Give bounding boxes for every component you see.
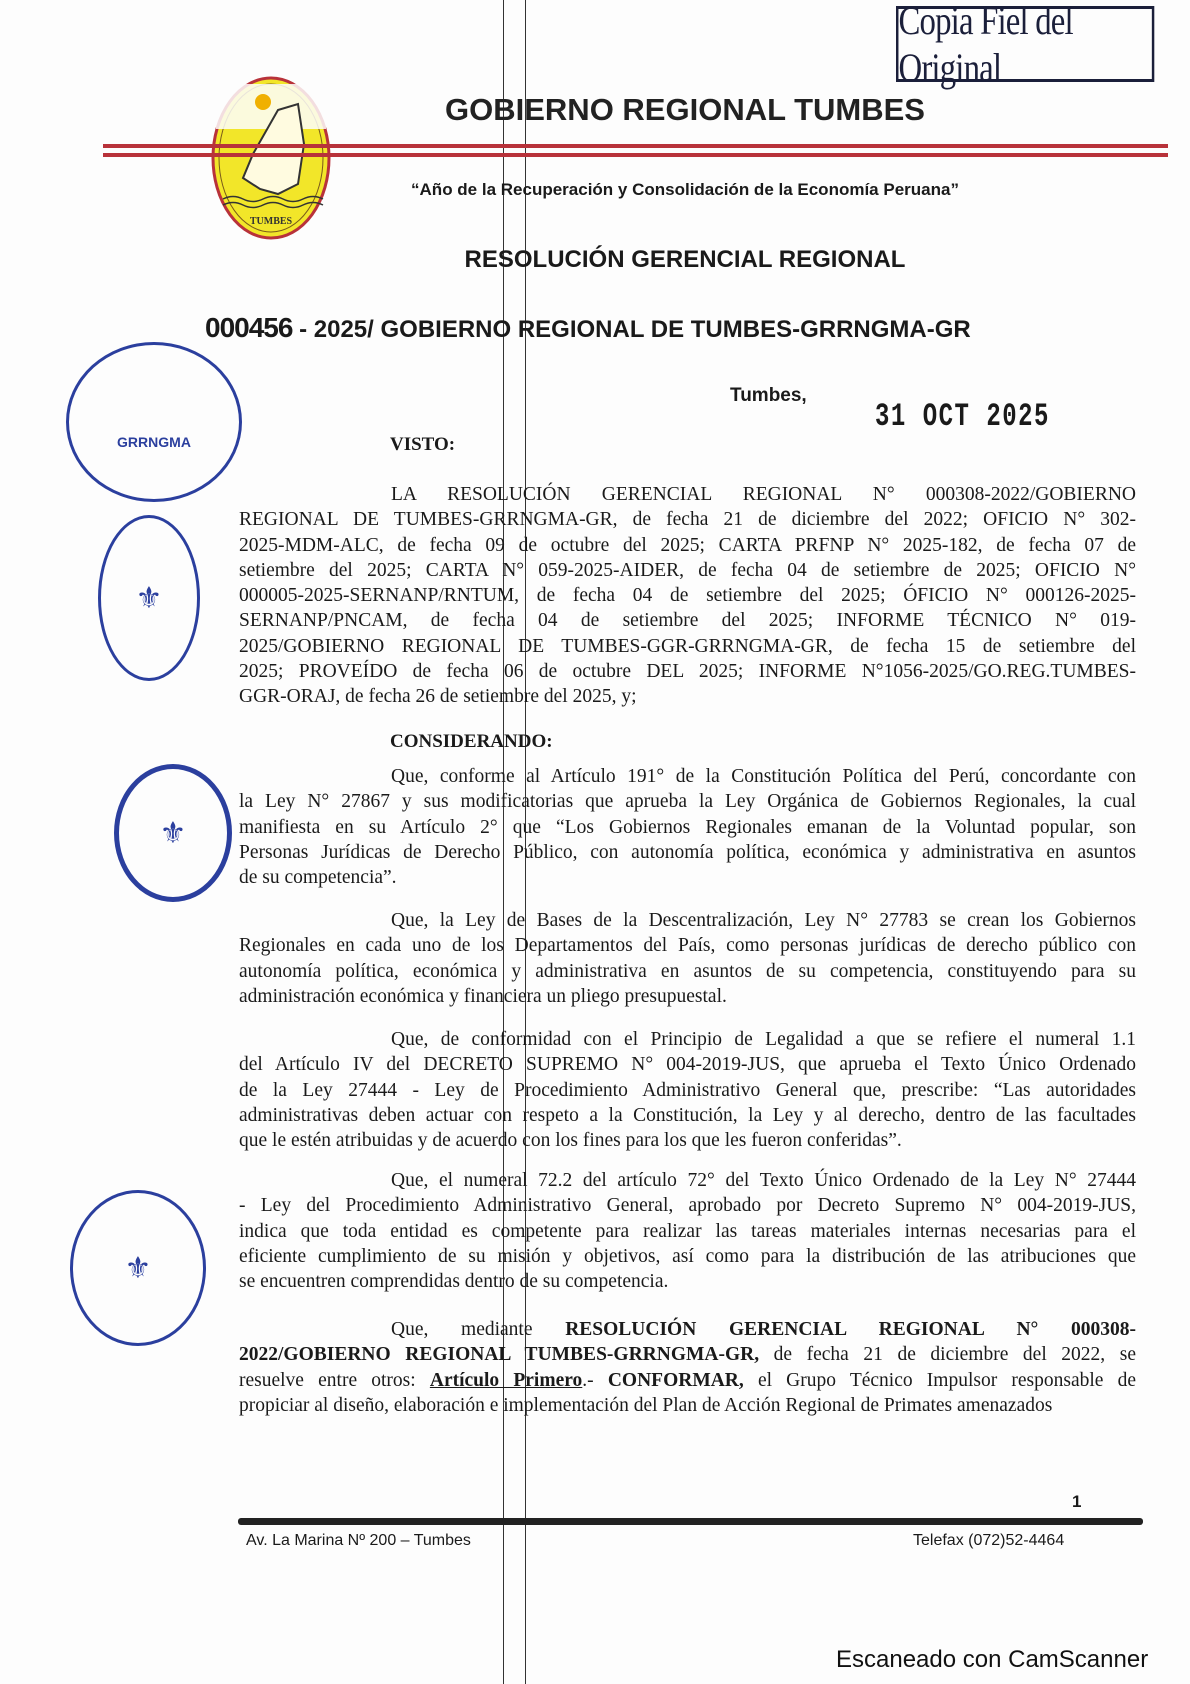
text-line: Que, el numeral 72.2 del artículo 72° del Texto Único Ordenado de la Ley N° 27444 bbox=[391, 1170, 1136, 1191]
text-line: Que, conforme al Artículo 191° de la Constitución Política del Perú, concordante con bbox=[391, 766, 1136, 787]
header-red-band bbox=[103, 144, 1168, 148]
document-type: RESOLUCIÓN GERENCIAL REGIONAL bbox=[464, 246, 906, 273]
text-line: 2025-MDM-ALC, de fecha 09 de octubre del 2025; CARTA PRFNP N° 2025-182, de fecha 07 de bbox=[239, 534, 1136, 556]
visto-heading: VISTO: bbox=[390, 434, 456, 455]
year-motto: “Año de la Recuperación y Consolidación de la Economía Peruana” bbox=[411, 180, 959, 199]
text-segment: Artículo Primero bbox=[429, 1369, 583, 1391]
text-line: de la Ley 27444 - Ley de Procedimiento Administrativo General que, prescribe: “Las autoridades bbox=[239, 1079, 1136, 1101]
text-line bbox=[239, 1368, 1136, 1393]
text-segment: el Grupo Técnico Impulsor responsable de bbox=[743, 1369, 1136, 1391]
text-line: 2025/GOBIERNO REGIONAL DE TUMBES-GGR-GRRNGMA-GR, de fecha 15 de setiembre del bbox=[239, 635, 1136, 657]
text-line: REGIONAL DE TUMBES-GRRNGMA-GR, de fecha 21 de diciembre del 2022; OFICIO N° 302- bbox=[239, 509, 1136, 531]
logo-text: TUMBES bbox=[249, 216, 293, 227]
header-red-band bbox=[103, 153, 1168, 157]
text-line: SERNANP/PNCAM, de fecha 04 de setiembre del 2025; INFORME TÉCNICO N° 019- bbox=[239, 610, 1136, 632]
considerando-paragraph bbox=[239, 1027, 1136, 1153]
text-segment: Que, mediante bbox=[391, 1319, 566, 1340]
considerando-heading: CONSIDERANDO: bbox=[390, 731, 553, 752]
text-line: indica que toda entidad es competente para realizar las tareas materiales internas necesarias para el bbox=[239, 1220, 1136, 1242]
text-line: 000005-2025-SERNANP/RNTUM, de fecha 04 de setiembre del 2025; ÓFICIO N° 000126-2025- bbox=[239, 585, 1136, 607]
place: Tumbes, bbox=[730, 385, 807, 406]
text-line: setiembre del 2025; CARTA N° 059-2025-AIDER, de fecha 04 de setiembre de 2025; OFICIO N° bbox=[239, 559, 1136, 581]
seal-secretaria-general: ⚜ bbox=[70, 1190, 206, 1346]
text-line: Que, la Ley de Bases de la Descentralización, Ley N° 27783 se crean los Gobiernos bbox=[391, 910, 1136, 931]
considerando-paragraph bbox=[239, 1168, 1136, 1294]
text-line: administrativas deben actuar con respeto a la Constitución, la Ley y al derecho, dentro de las facultades bbox=[239, 1104, 1136, 1126]
text-segment: de fecha 21 de diciembre del 2022, se bbox=[759, 1344, 1136, 1366]
text-line: 2025; PROVEÍDO de fecha 06 de octubre DEL 2025; INFORME N°1056-2025/GO.REG.TUMBES- bbox=[239, 661, 1136, 683]
footer-rule bbox=[238, 1518, 1143, 1525]
considerando-paragraph bbox=[239, 1317, 1136, 1418]
text-segment: resuelve entre otros: bbox=[239, 1369, 430, 1391]
seal-gerencia: ⚜ bbox=[98, 515, 200, 681]
text-segment: CONFORMAR, bbox=[607, 1369, 744, 1391]
institution-title: GOBIERNO REGIONAL TUMBES bbox=[445, 92, 925, 127]
footer-address: Av. La Marina Nº 200 – Tumbes bbox=[246, 1532, 471, 1549]
footer-phone: Telefax (072)52-4464 bbox=[913, 1532, 1065, 1549]
text-line: se encuentren comprendidas dentro de su competencia. bbox=[239, 1271, 669, 1293]
seal-grrngma: GRRNGMA bbox=[66, 342, 242, 502]
page-number: 1 bbox=[1072, 1492, 1082, 1511]
text-segment: .- bbox=[582, 1369, 608, 1391]
seal-asesoria-juridica: ⚜ bbox=[114, 764, 232, 902]
text-line bbox=[239, 1317, 1136, 1342]
text-line: - Ley del Procedimiento Administrativo General, aprobado por Decreto Supremo N° 004-2019-JUS, bbox=[239, 1195, 1136, 1217]
text-line: autonomía política, económica y administrativa en asuntos de su competencia, constituyendo para su bbox=[239, 960, 1136, 982]
resolution-number bbox=[205, 312, 971, 344]
text-line bbox=[239, 1393, 1136, 1418]
text-line: la Ley N° 27867 y sus modificatorias que aprueba la Ley Orgánica de Gobiernos Regionales, la cual bbox=[239, 791, 1136, 813]
visto-paragraph bbox=[239, 482, 1136, 710]
text-line: LA RESOLUCIÓN GERENCIAL REGIONAL N° 000308-2022/GOBIERNO bbox=[391, 484, 1136, 505]
considerando-paragraph bbox=[239, 764, 1136, 890]
date-stamp: 31 OCT 2025 bbox=[875, 398, 1050, 435]
text-line: que le estén atribuidas y de acuerdo con los fines para los que les fueron conferidas”. bbox=[239, 1130, 902, 1152]
considerando-paragraph bbox=[239, 908, 1136, 1009]
text-line: de su competencia”. bbox=[239, 867, 397, 889]
text-line: del Artículo IV del DECRETO SUPREMO N° 004-2019-JUS, que aprueba el Texto Único Ordenado bbox=[239, 1054, 1136, 1076]
text-line: eficiente cumplimiento de su misión y objetivos, así como para la distribución de las atribuciones que bbox=[239, 1245, 1136, 1267]
resolution-number-value: 000456 bbox=[205, 312, 293, 343]
text-line: Regionales en cada uno de los Departamentos del País, como personas jurídicas de derecho público con bbox=[239, 935, 1136, 957]
text-line: Personas Jurídicas de Derecho Público, con autonomía política, económica y administrativa en asuntos bbox=[239, 841, 1136, 863]
text-line: administración económica y financiera un pliego presupuestal. bbox=[239, 985, 727, 1007]
text-segment: propiciar al diseño, elaboración e implementación del Plan de Acción Regional de Primates amenazados bbox=[239, 1394, 1053, 1416]
text-line bbox=[239, 1342, 1136, 1367]
copia-fiel-stamp: Copia Fiel del Original bbox=[896, 6, 1154, 82]
resolution-number-suffix: - 2025/ GOBIERNO REGIONAL DE TUMBES-GRRNGMA-GR bbox=[292, 316, 971, 343]
text-line: GGR-ORAJ, de fecha 26 de setiembre del 2025, y; bbox=[239, 686, 637, 708]
text-line: manifiesta en su Artículo 2° que “Los Gobiernos Regionales emanan de la Voluntad popular, son bbox=[239, 816, 1136, 838]
text-segment: RESOLUCIÓN GERENCIAL REGIONAL N° 000308- bbox=[565, 1319, 1136, 1340]
text-segment: 2022/GOBIERNO REGIONAL TUMBES-GRRNGMA-GR, bbox=[239, 1344, 760, 1366]
text-line: Que, de conformidad con el Principio de Legalidad a que se refiere el numeral 1.1 bbox=[391, 1029, 1136, 1050]
camscanner-watermark: Escaneado con CamScanner bbox=[836, 1646, 1149, 1673]
